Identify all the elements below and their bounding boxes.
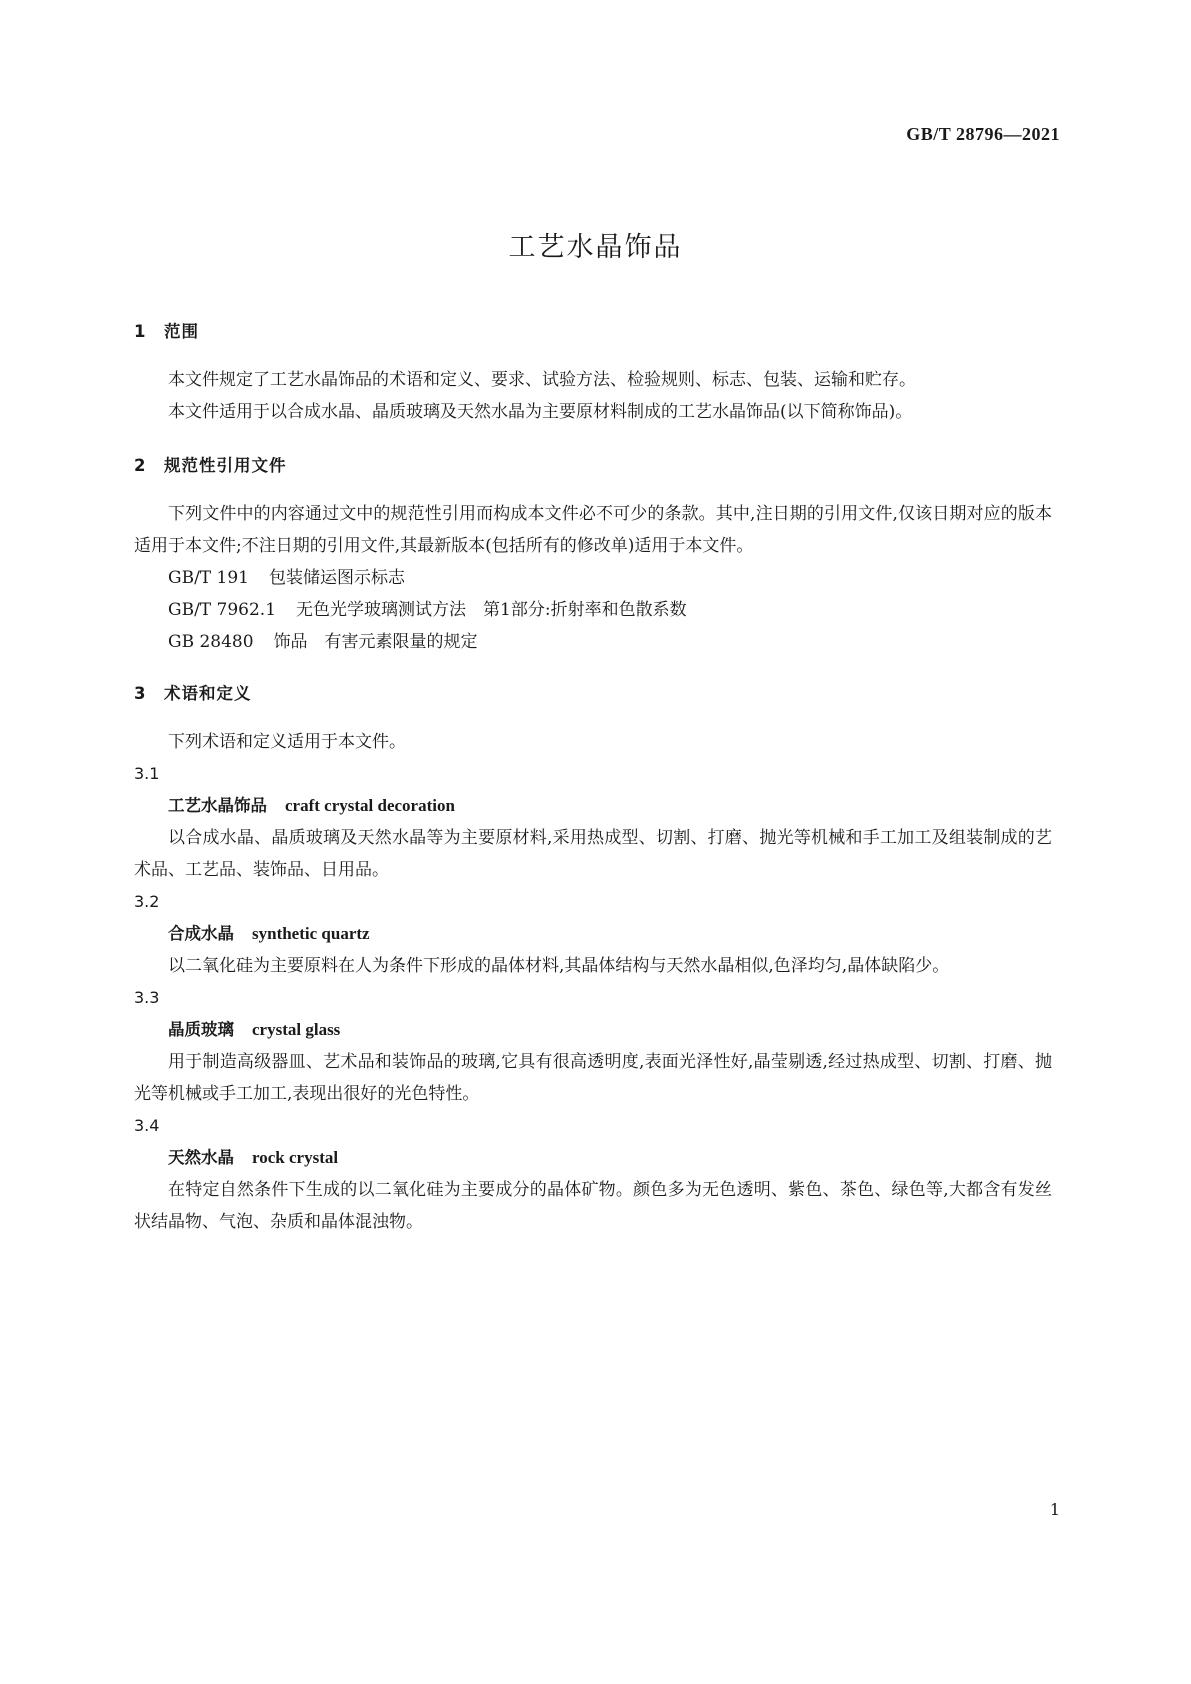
term-definition: 以合成水晶、晶质玻璃及天然水晶等为主要原材料,采用热成型、切割、打磨、抛光等机械和手工加工及组装制成的艺术品、工艺品、装饰品、日用品。 [134, 828, 1052, 880]
section-title: 规范性引用文件 [164, 456, 287, 475]
reference-code: GB/T 191 [168, 568, 249, 588]
section-heading-terms [134, 684, 1052, 704]
term-name-en: crystal glass [252, 1020, 341, 1039]
term-name [134, 1014, 1052, 1046]
section-title: 术语和定义 [164, 684, 252, 703]
term-name [134, 1142, 1052, 1174]
section-heading-normative-references [134, 456, 1052, 476]
term-name-zh: 合成水晶 [168, 924, 234, 943]
page-number: 1 [1049, 1500, 1060, 1519]
term-definition: 以二氧化硅为主要原料在人为条件下形成的晶体材料,其晶体结构与天然水晶相似,色泽均匀,晶体缺陷少。 [168, 956, 950, 976]
term-entry [134, 758, 1052, 886]
term-name-en: rock crystal [252, 1148, 339, 1167]
section-heading-scope [134, 322, 1052, 342]
standard-code: GB/T 28796—2021 [906, 124, 1060, 144]
term-entry [134, 886, 1052, 982]
term-entry [134, 982, 1052, 1110]
reference-title: 无色光学玻璃测试方法 第1部分:折射率和色散系数 [296, 600, 687, 620]
reference-title: 包装储运图示标志 [269, 568, 405, 588]
term-name-zh: 天然水晶 [168, 1148, 234, 1167]
term-name [134, 790, 1052, 822]
reference-item [134, 626, 1052, 658]
terms-intro: 下列术语和定义适用于本文件。 [168, 732, 406, 752]
term-number: 3.3 [134, 988, 160, 1007]
term-number: 3.1 [134, 764, 160, 783]
term-definition: 用于制造高级器皿、艺术品和装饰品的玻璃,它具有很高透明度,表面光泽性好,晶莹剔透,经过热成型、切割、打磨、抛光等机械或手工加工,表现出很好的光色特性。 [134, 1052, 1052, 1104]
reference-code: GB 28480 [168, 632, 254, 652]
reference-code: GB/T 7962.1 [168, 600, 277, 620]
document-title: 工艺水晶饰品 [508, 232, 683, 263]
references-intro: 下列文件中的内容通过文中的规范性引用而构成本文件必不可少的条款。其中,注日期的引用文件,仅该日期对应的版本适用于本文件;不注日期的引用文件,其最新版本(包括所有的修改单)适用于本文件。 [134, 504, 1052, 556]
document-body [134, 322, 1052, 1238]
section-number: 2 [134, 456, 147, 475]
term-name-en: craft crystal decoration [285, 796, 455, 815]
term-definition: 在特定自然条件下生成的以二氧化硅为主要成分的晶体矿物。颜色多为无色透明、紫色、茶色、绿色等,大都含有发丝状结晶物、气泡、杂质和晶体混浊物。 [134, 1180, 1052, 1232]
term-name-zh: 晶质玻璃 [168, 1020, 234, 1039]
scope-paragraph: 本文件规定了工艺水晶饰品的术语和定义、要求、试验方法、检验规则、标志、包装、运输和贮存。 [168, 370, 916, 390]
reference-title: 饰品 有害元素限量的规定 [273, 632, 478, 652]
term-entry [134, 1110, 1052, 1238]
term-name-zh: 工艺水晶饰品 [168, 796, 267, 815]
section-number: 3 [134, 684, 147, 703]
section-title: 范围 [164, 322, 199, 341]
reference-item [134, 562, 1052, 594]
term-number: 3.4 [134, 1116, 160, 1135]
reference-item [134, 594, 1052, 626]
term-name-en: synthetic quartz [252, 924, 370, 943]
section-number: 1 [134, 322, 147, 341]
scope-paragraph: 本文件适用于以合成水晶、晶质玻璃及天然水晶为主要原材料制成的工艺水晶饰品(以下简称饰品)。 [168, 402, 913, 422]
term-number: 3.2 [134, 892, 160, 911]
term-name [134, 918, 1052, 950]
